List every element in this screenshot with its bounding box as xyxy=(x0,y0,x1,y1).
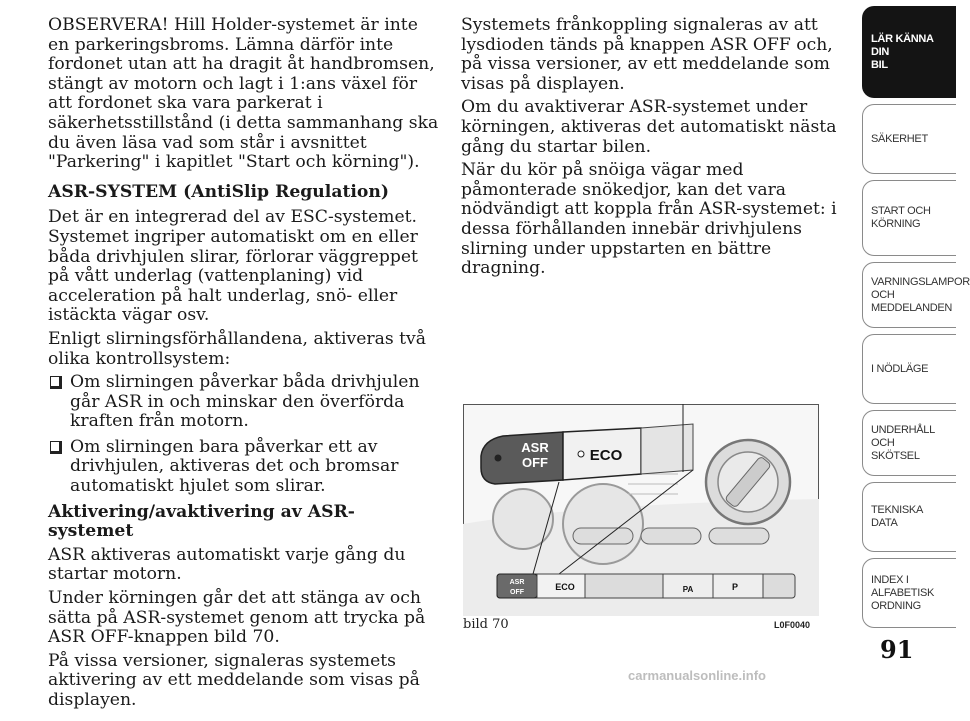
paragraph: På vissa versioner, signaleras systemets aktivering av ett meddelande som visas på displayen. xyxy=(48,650,420,710)
section-heading: ASR-SYSTEM (AntiSlip Regulation) xyxy=(48,181,390,202)
chapter-sidebar xyxy=(858,0,970,686)
paragraph: Enligt slirningsförhållandena, aktiveras två olika kontrollsystem: xyxy=(48,328,426,369)
asr-small-label: ASR xyxy=(509,579,525,586)
watermark-text: carmanualsonline.info xyxy=(628,668,766,683)
eco-small-label: ECO xyxy=(555,582,575,592)
sidebar-tab-lar-kanna-din-bil[interactable]: LÄR KÄNNA DIN BIL xyxy=(862,6,956,98)
page-number: 91 xyxy=(880,635,914,664)
figure-caption: bild 70 xyxy=(463,617,509,632)
list-item: Om slirningen påverkar båda drivhjulen går ASR in och minskar den överförda kraften från motorn. xyxy=(48,373,440,432)
paragraph: Systemets frånkoppling signaleras av att lysdioden tänds på knappen ASR OFF och, på vissa versioner, av ett meddelande som visas på displayen. xyxy=(461,15,833,94)
p-label: P xyxy=(731,582,739,592)
paragraph: Under körningen går det att stänga av och sätta på ASR-systemet genom att trycka på ASR OFF-knappen bild 70. xyxy=(48,588,426,648)
left-column xyxy=(48,16,440,721)
asr-label: ASR xyxy=(521,440,549,455)
paragraph: ASR aktiveras automatiskt varje gång du startar motorn. xyxy=(48,544,406,585)
paragraph: Om du avaktiverar ASR-systemet under körningen, aktiveras det automatiskt nästa gång du startar bilen. xyxy=(461,97,837,157)
subheading: Aktivering/avaktivering av ASR-systemet xyxy=(48,501,355,542)
paragraph: När du kör på snöiga vägar med påmonterade snökedjor, kan det vara nödvändigt att koppla från ASR-systemet: i dessa förhållanden innebär drivhjulens slirning under uppstarten en bättre dragning. xyxy=(461,160,837,279)
right-column xyxy=(461,16,846,289)
sidebar-tab-i-nodlage[interactable]: I NÖDLÄGE xyxy=(862,334,956,404)
eco-label: ECO xyxy=(589,447,623,464)
paragraph: Det är en integrerad del av ESC-systemet. Systemet ingriper automatiskt om en eller båda drivhjulen slirar, förlorar väggreppet på vått underlag (vattenplaning) vid acceleration på halt underlag, snö- eller istäckta vägar osv. xyxy=(48,207,418,326)
checkbox-bullet-icon xyxy=(50,376,62,389)
off-label: OFF xyxy=(522,455,548,470)
figure-asr-button xyxy=(463,404,819,637)
intro-paragraph: OBSERVERA! Hill Holder-systemet är inte en parkeringsbroms. Lämna därför inte fordonet utan att ha dragit åt handbromsen, stängt av motorn och lagt i 1:ans växel för att fordonet ska vara parkerat i säkerhetsstillstånd (i detta sammanhang ska du även läsa vad som står i avsnittet "Parkering" i kapitlet "Start och körning"). xyxy=(48,15,439,173)
sidebar-tab-index[interactable]: INDEX I ALFABETISK ORDNING xyxy=(862,558,956,628)
checkbox-bullet-icon xyxy=(50,441,62,454)
sidebar-tab-start-och-korning[interactable]: START OCH KÖRNING xyxy=(862,180,956,256)
pa-label: PA xyxy=(682,585,694,594)
sidebar-tab-varningslampor[interactable]: VARNINGSLAMPOR OCH MEDDELANDEN xyxy=(862,262,956,328)
figure-code: L0F0040 xyxy=(774,620,811,630)
sidebar-tab-tekniska-data[interactable]: TEKNISKA DATA xyxy=(862,482,956,552)
sidebar-tab-sakerhet[interactable]: SÄKERHET xyxy=(862,104,956,174)
list-item: Om slirningen bara påverkar ett av drivhjulen, aktiveras det och bromsar automatiskt hjulet som slirar. xyxy=(48,438,440,497)
sidebar-tab-underhall-och-skotsel[interactable]: UNDERHÅLL OCH SKÖTSEL xyxy=(862,410,956,476)
off-small-label: OFF xyxy=(510,589,524,596)
